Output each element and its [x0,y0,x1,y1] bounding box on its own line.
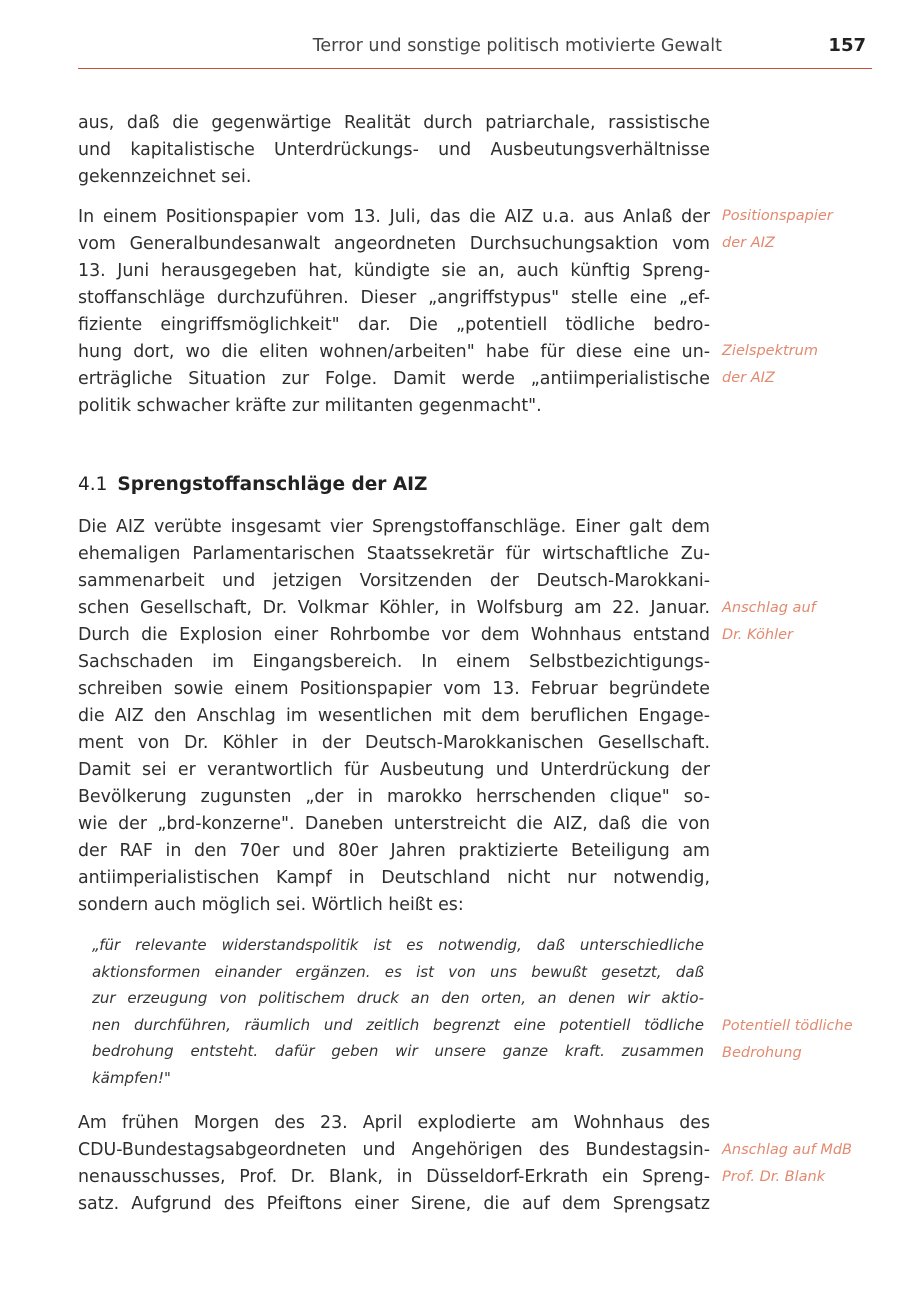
text-line: wie der „brd-konzerne". Daneben unterstreicht die AIZ, daß die von [78,814,710,834]
text-line: stoffanschläge durchzuführen. Dieser „angriffstypus" stelle eine „ef- [78,288,710,308]
text-line: schen Gesellschaft, Dr. Volkmar Köhler, in Wolfsburg am 22. Januar. [78,598,710,618]
margin-note-line: der AIZ [722,370,775,386]
text-line: Sachschaden im Eingangsbereich. In einem Selbstbezichtigungs- [78,652,710,672]
text-line: erträgliche Situation zur Folge. Damit werde „antiimperialistische [78,369,710,389]
margin-note-positionspapier [722,203,892,257]
text-line: aus, daß die gegenwärtige Realität durch patriarchale, rassistische [78,113,710,133]
margin-note-line: Potentiell tödliche [722,1018,853,1034]
margin-note-line: der AIZ [722,235,775,251]
paragraph-2 [78,204,710,420]
quote-line: kämpfen!" [92,1068,171,1087]
page-number: 157 [828,35,866,56]
text-line: CDU-Bundestagsabgeordneten und Angehörigen des Bundestagsin- [78,1140,710,1160]
section-number: 4.1 [78,474,108,495]
text-line: schreiben sowie einem Positionspapier vom 13. Februar begründete [78,679,710,699]
text-line: sondern auch möglich sei. Wörtlich heißt es: [78,895,464,915]
margin-note-zielspektrum [722,338,892,392]
paragraph-4 [78,1110,710,1218]
text-line: 13. Juni herausgegeben hat, kündigte sie an, auch künftig Spreng- [78,261,710,281]
text-line: Damit sei er verantwortlich für Ausbeutung und Unterdrückung der [78,760,710,780]
text-line: ment von Dr. Köhler in der Deutsch-Marokkanischen Gesellschaft. [78,733,710,753]
text-line: satz. Aufgrund des Pfeiftons einer Sirene, die auf dem Sprengsatz [78,1194,710,1214]
text-line: In einem Positionspapier vom 13. Juli, das die AIZ u.a. aus Anlaß der [78,207,710,227]
quote-line: zur erzeugung von politischem druck an den orten, an denen wir aktio- [92,989,704,1007]
text-line: sammenarbeit und jetzigen Vorsitzenden der Deutsch-Marokkani- [78,571,710,591]
text-line: Am frühen Morgen des 23. April explodierte am Wohnhaus des [78,1113,710,1133]
section-title: Sprengstoffanschläge der AIZ [117,474,428,495]
margin-note-line: Dr. Köhler [722,627,793,643]
text-line: Bevölkerung zugunsten „der in marokko herrschenden clique" so- [78,787,710,807]
margin-note-line: Anschlag auf [722,600,816,616]
paragraph-3 [78,514,710,919]
text-line: der RAF in den 70er und 80er Jahren praktizierte Beteiligung am [78,841,710,861]
text-line: Durch die Explosion einer Rohrbombe vor dem Wohnhaus entstand [78,625,710,645]
margin-note-anschlag-blank [722,1137,892,1191]
margin-note-line: Prof. Dr. Blank [722,1169,826,1185]
text-line: gekennzeichnet sei. [78,167,252,187]
paragraph-1 [78,110,710,191]
section-heading [78,474,427,495]
margin-note-line: Bedrohung [722,1045,802,1061]
text-line: nenausschusses, Prof. Dr. Blank, in Düsseldorf-Erkrath ein Spreng- [78,1167,710,1187]
running-header [78,34,872,69]
quote-line: bedrohung entsteht. dafür geben wir unsere ganze kraft. zusammen [92,1042,704,1060]
text-line: politik schwacher kräfte zur militanten gegenmacht". [78,396,542,416]
quote-line: aktionsformen einander ergänzen. es ist von uns bewußt gesetzt, daß [92,962,704,981]
margin-note-line: Zielspektrum [722,343,818,359]
block-quote [92,932,704,1091]
margin-note-line: Anschlag auf MdB [722,1142,853,1158]
quote-line: nen durchführen, räumlich und zeitlich begrenzt eine potentiell tödliche [92,1015,704,1034]
text-line: fiziente eingriffsmöglichkeit" dar. Die „potentiell tödliche bedro- [78,315,710,335]
text-line: ehemaligen Parlamentarischen Staatssekretär für wirtschaftliche Zu- [78,544,710,564]
text-line: die AIZ den Anschlag im wesentlichen mit dem beruflichen Engage- [78,706,710,726]
text-line: hung dort, wo die eliten wohnen/arbeiten" habe für diese eine un- [78,342,710,362]
text-line: antiimperialistischen Kampf in Deutschland nicht nur notwendig, [78,868,710,888]
quote-line: „für relevante widerstandspolitik ist es notwendig, daß unterschiedliche [92,936,704,954]
margin-note-line: Positionspapier [722,208,833,224]
text-line: und kapitalistische Unterdrückungs- und Ausbeutungsverhältnisse [78,140,710,160]
text-line: vom Generalbundesanwalt angeordneten Durchsuchungsaktion vom [78,234,710,254]
margin-note-anschlag-koehler [722,595,892,649]
header-title: Terror und sonstige politisch motivierte Gewalt [312,36,722,56]
text-line: Die AIZ verübte insgesamt vier Sprengstoffanschläge. Einer galt dem [78,517,710,537]
margin-note-bedrohung [722,1013,892,1067]
